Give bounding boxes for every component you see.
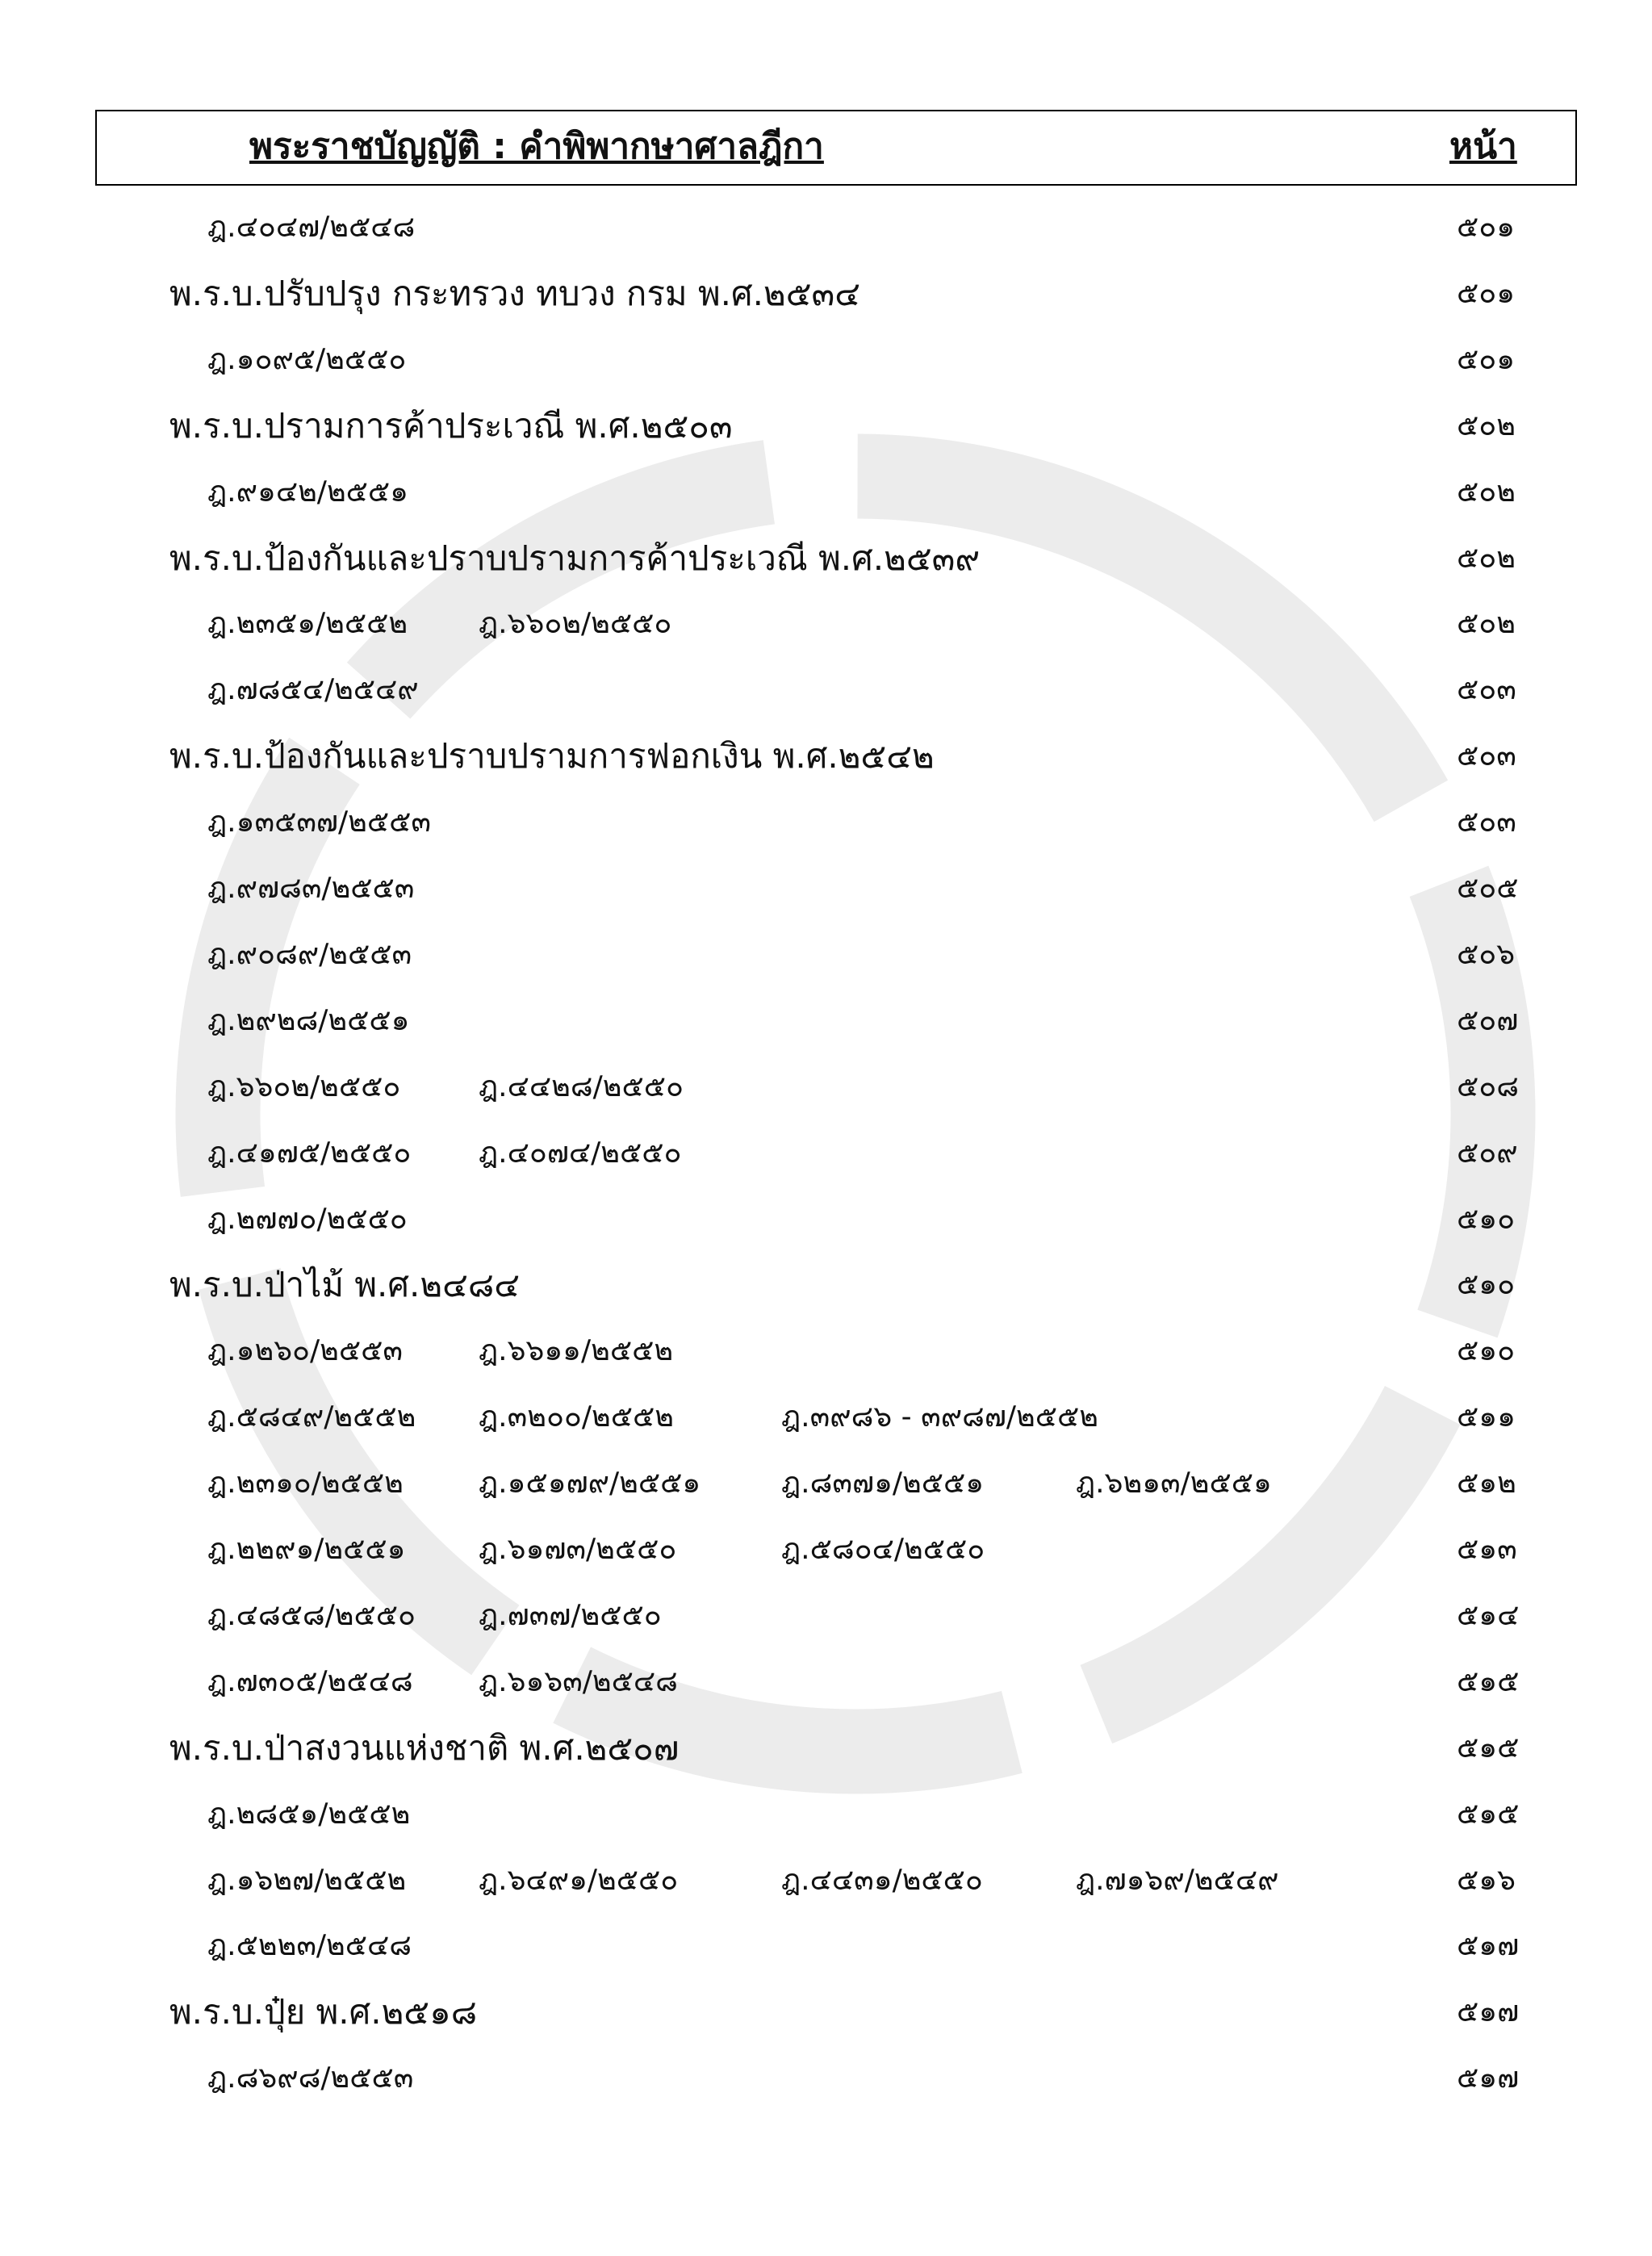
decision-ref: ฎ.๑๕๑๗๙/๒๕๕๑: [479, 1467, 701, 1501]
decision-ref: ฎ.๒๗๗๐/๒๕๕๐: [207, 1202, 408, 1236]
page-number: ๕๐๑: [1457, 276, 1516, 310]
page-number: ๕๐๒: [1457, 607, 1516, 641]
act-entry: [0, 402, 1652, 450]
page-number: ๕๐๑: [1457, 211, 1516, 244]
page-number: ๕๑๖: [1457, 1863, 1516, 1897]
act-title: พ.ร.บ.ป้องกันและปราบปรามการฟอกเงิน พ.ศ.๒๕๔๒: [169, 736, 935, 776]
decision-ref: ฎ.๖๖๑๑/๒๕๕๒: [479, 1334, 674, 1368]
decision-ref: ฎ.๖๔๙๑/๒๕๕๐: [479, 1863, 679, 1897]
decision-ref: ฎ.๒๒๙๑/๒๕๕๑: [207, 1533, 406, 1566]
decision-entry: [0, 336, 1652, 384]
act-entry: [0, 1988, 1652, 2036]
page-number: ๕๑๕: [1457, 1664, 1520, 1698]
decision-ref: ฎ.๔๔๒๘/๒๕๕๐: [479, 1069, 684, 1103]
page-number: ๕๐๗: [1457, 1003, 1519, 1037]
decision-ref: ฎ.๘๓๗๑/๒๕๕๑: [781, 1467, 985, 1501]
decision-ref: ฎ.๖๑๗๓/๒๕๕๐: [479, 1533, 677, 1566]
decision-ref: ฎ.๕๘๔๙/๒๕๕๒: [207, 1400, 416, 1434]
decision-ref: ฎ.๙๐๘๙/๒๕๕๓: [207, 937, 412, 971]
page-number: ๕๐๒: [1457, 408, 1516, 442]
header-title: พระราชบัญญัติ : คำพิพากษาศาลฎีกา: [249, 126, 824, 167]
page-number: ๕๐๘: [1457, 1069, 1519, 1103]
page-number: ๕๑๕: [1457, 1731, 1520, 1764]
decision-ref: ฎ.๔๘๕๘/๒๕๕๐: [207, 1598, 416, 1632]
decision-ref: ฎ.๒๘๕๑/๒๕๕๒: [207, 1797, 411, 1831]
act-entry: [0, 270, 1652, 318]
decision-entry: [0, 1195, 1652, 1244]
page-number: ๕๑๗: [1457, 2061, 1520, 2095]
decision-entry: [0, 600, 1652, 648]
decision-entry: [0, 1526, 1652, 1574]
act-entry: [0, 534, 1652, 583]
page-number: ๕๑๒: [1457, 1467, 1516, 1501]
act-entry: [0, 1261, 1652, 1309]
header-page-label: หน้า: [1449, 126, 1517, 167]
page-number: ๕๐๙: [1457, 1136, 1518, 1170]
decision-ref: ฎ.๔๔๓๑/๒๕๕๐: [781, 1863, 983, 1897]
page-number: ๕๐๓: [1457, 673, 1516, 707]
decision-ref: ฎ.๗๑๖๙/๒๕๔๙: [1076, 1863, 1279, 1897]
act-title: พ.ร.บ.ป่าสงวนแห่งชาติ พ.ศ.๒๕๐๗: [169, 1727, 680, 1768]
decision-entry: [0, 1856, 1652, 1905]
page-number: ๕๑๐: [1457, 1202, 1516, 1236]
act-title: พ.ร.บ.ปรับปรุง กระทรวง ทบวง กรม พ.ศ.๒๕๓๔: [169, 273, 860, 313]
decision-ref: ฎ.๖๒๑๓/๒๕๕๑: [1076, 1467, 1272, 1501]
decision-ref: ฎ.๑๖๒๗/๒๕๕๒: [207, 1863, 407, 1897]
decision-ref: ฎ.๕๘๐๔/๒๕๕๐: [781, 1533, 985, 1566]
page-number: ๕๐๒: [1457, 541, 1516, 575]
decision-ref: ฎ.๗๓๗/๒๕๕๐: [479, 1598, 662, 1632]
decision-entry: [0, 1790, 1652, 1839]
decision-ref: ฎ.๒๓๕๑/๒๕๕๒: [207, 607, 408, 641]
decision-entry: [0, 1658, 1652, 1706]
decision-ref: ฎ.๔๑๗๕/๒๕๕๐: [207, 1136, 412, 1170]
decision-ref: ฎ.๗๘๕๔/๒๕๔๙: [207, 673, 419, 707]
decision-ref: ฎ.๖๖๐๒/๒๕๕๐: [207, 1069, 401, 1103]
page-number: ๕๑๗: [1457, 1929, 1520, 1963]
decision-entry: [0, 203, 1652, 252]
page-number: ๕๑๓: [1457, 1533, 1517, 1566]
decision-ref: ฎ.๓๒๐๐/๒๕๕๒: [479, 1400, 674, 1434]
page-number: ๕๑๐: [1457, 1268, 1516, 1302]
decision-ref: ฎ.๑๐๙๕/๒๕๕๐: [207, 342, 407, 376]
decision-ref: ฎ.๑๒๖๐/๒๕๕๓: [207, 1334, 403, 1368]
decision-entry: [0, 1129, 1652, 1178]
decision-ref: ฎ.๒๓๑๐/๒๕๕๒: [207, 1467, 404, 1501]
page-number: ๕๐๓: [1457, 739, 1516, 773]
decision-entry: [0, 1063, 1652, 1111]
decision-ref: ฎ.๙๑๔๒/๒๕๕๑: [207, 475, 409, 509]
decision-entry: [0, 997, 1652, 1045]
decision-entry: [0, 1592, 1652, 1640]
decision-ref: ฎ.๓๙๘๖ - ๓๙๘๗/๒๕๕๒: [781, 1400, 1098, 1434]
decision-ref: ฎ.๙๗๘๓/๒๕๕๓: [207, 872, 415, 905]
decision-entry: [0, 1393, 1652, 1442]
page-number: ๕๐๒: [1457, 475, 1516, 509]
decision-ref: ฎ.๒๙๒๘/๒๕๕๑: [207, 1003, 410, 1037]
page-number: ๕๐๓: [1457, 806, 1516, 839]
page-number: ๕๐๑: [1457, 342, 1516, 376]
decision-ref: ฎ.๔๐๔๗/๒๕๔๘: [207, 211, 416, 244]
page-number: ๕๑๗: [1457, 1995, 1520, 2029]
act-title: พ.ร.บ.ป่าไม้ พ.ศ.๒๔๘๔: [169, 1265, 521, 1305]
decision-ref: ฎ.๘๖๙๘/๒๕๕๓: [207, 2061, 414, 2095]
page-number: ๕๑๕: [1457, 1797, 1520, 1831]
decision-entry: [0, 1922, 1652, 1970]
decision-ref: ฎ.๕๒๒๓/๒๕๔๘: [207, 1929, 412, 1963]
page-number: ๕๐๖: [1457, 937, 1516, 971]
page-number: ๕๑๐: [1457, 1334, 1516, 1368]
page-number: ๕๐๕: [1457, 872, 1519, 905]
act-entry: [0, 732, 1652, 781]
decision-entry: [0, 798, 1652, 847]
act-entry: [0, 1724, 1652, 1773]
page-number: ๕๑๑: [1457, 1400, 1516, 1434]
act-title: พ.ร.บ.ป้องกันและปราบปรามการค้าประเวณี พ.ศ.๒๕๓๙: [169, 538, 981, 578]
decision-ref: ฎ.๖๑๖๓/๒๕๔๘: [479, 1664, 678, 1698]
decision-entry: [0, 931, 1652, 979]
act-title: พ.ร.บ.ปุ๋ย พ.ศ.๒๕๑๘: [169, 1992, 478, 2032]
decision-entry: [0, 1459, 1652, 1508]
page-number: ๕๑๔: [1457, 1598, 1520, 1632]
act-title: พ.ร.บ.ปรามการค้าประเวณี พ.ศ.๒๕๐๓: [169, 405, 733, 446]
decision-ref: ฎ.๑๓๕๓๗/๒๕๕๓: [207, 806, 431, 839]
decision-entry: [0, 864, 1652, 913]
decision-ref: ฎ.๖๖๐๒/๒๕๕๐: [479, 607, 672, 641]
decision-ref: ฎ.๔๐๗๔/๒๕๕๐: [479, 1136, 682, 1170]
decision-ref: ฎ.๗๓๐๕/๒๕๔๘: [207, 1664, 413, 1698]
decision-entry: [0, 468, 1652, 517]
decision-entry: [0, 666, 1652, 714]
decision-entry: [0, 2054, 1652, 2103]
decision-entry: [0, 1327, 1652, 1375]
